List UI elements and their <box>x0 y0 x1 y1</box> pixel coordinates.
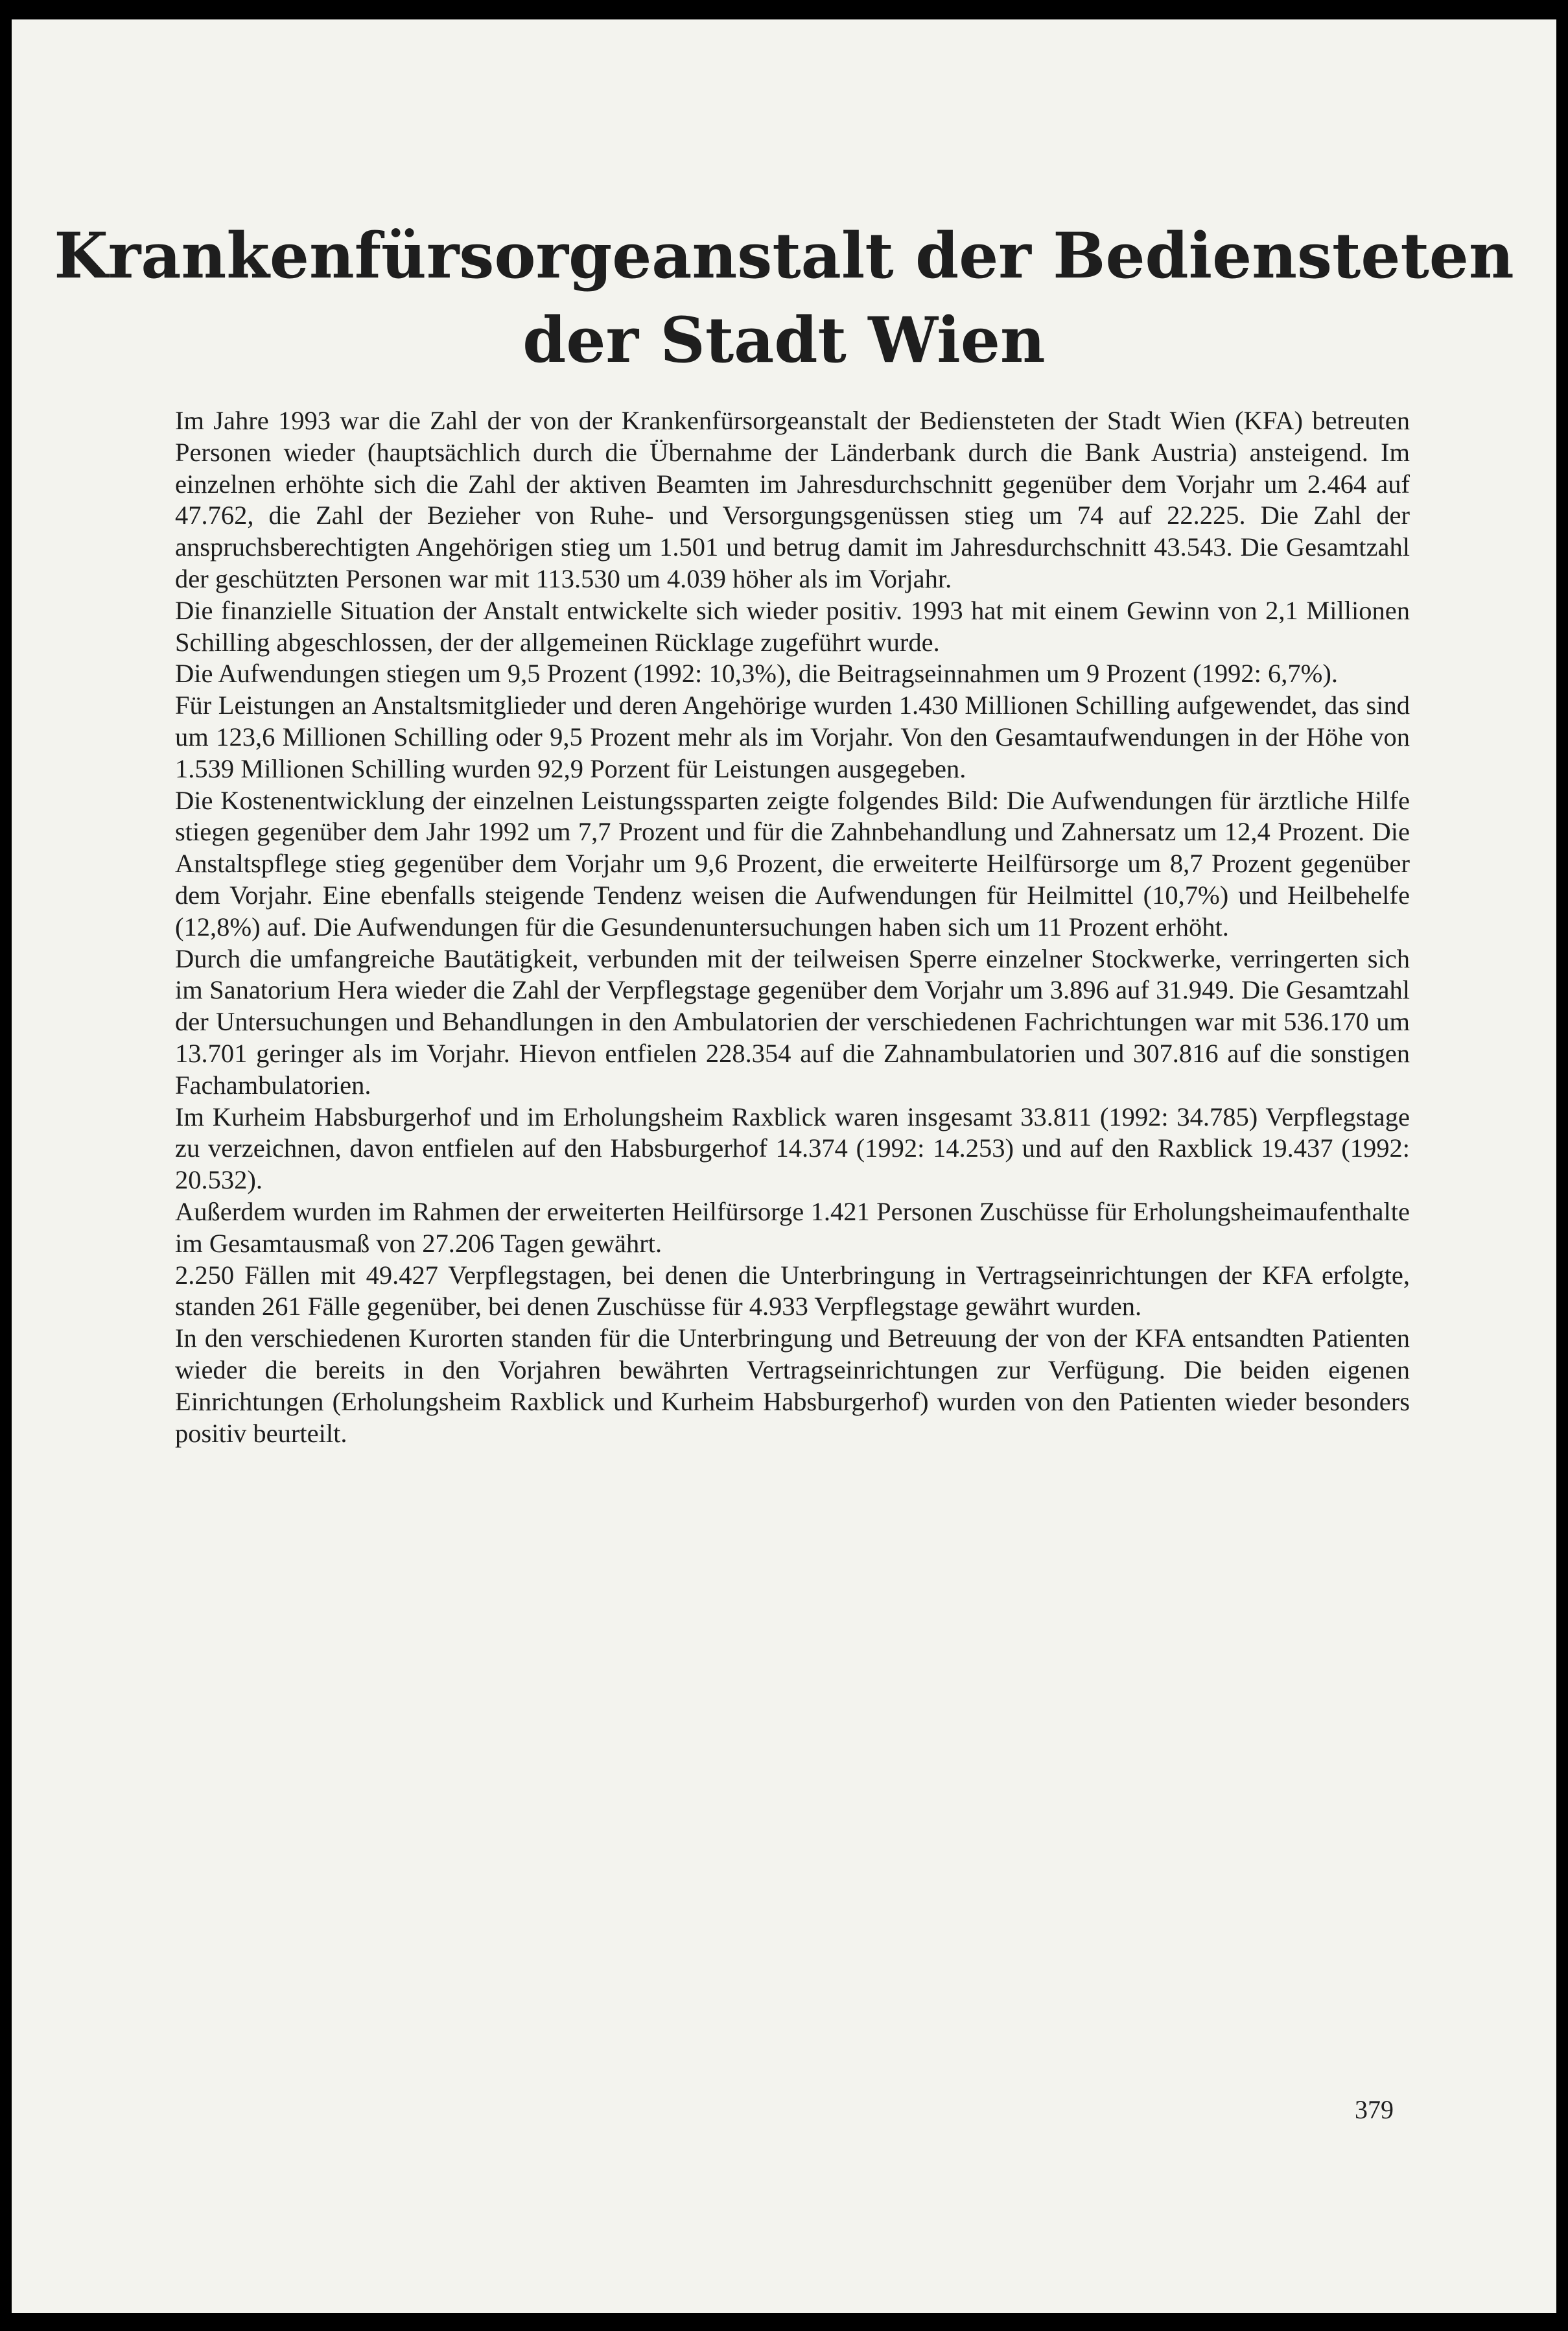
paragraph: Die finanzielle Situation der Anstalt entwickelte sich wieder positiv. 1993 hat mit einem Gewinn von 2,1 Millionen Schilling abgeschlossen, der der allgemeinen Rücklage zugeführt wurde. <box>175 595 1410 657</box>
paragraph: Im Jahre 1993 war die Zahl der von der Krankenfürsorgeanstalt der Bediensteten der Stadt Wien (KFA) betreuten Personen wieder (hauptsächlich durch die Übernahme der Länderbank durch die Bank Austria) ansteigend. Im einzelnen erhöhte sich die Zahl der aktiven Beamten im Jahresdurchschnitt gegenüber dem Vorjahr um 2.464 auf 47.762, die Zahl der Bezieher von Ruhe- und Versorgungsgenüssen stieg um 74 auf 22.225. Die Zahl der anspruchsberechtigten Angehörigen stieg um 1.501 und betrug damit im Jahresdurchschnitt 43.543. Die Gesamtzahl der geschützten Personen war mit 113.530 um 4.039 höher als im Vorjahr. <box>175 406 1410 593</box>
page-title <box>12 214 1556 383</box>
page-number: 379 <box>1355 2095 1394 2124</box>
paragraph: 2.250 Fällen mit 49.427 Verpflegstagen, bei denen die Unterbringung in Vertragseinrichtungen der KFA erfolgte, standen 261 Fälle gegenüber, bei denen Zuschüsse für 4.933 Verpflegstage gewährt wurden. <box>175 1260 1410 1321</box>
title-line-2: der Stadt Wien <box>522 303 1046 377</box>
paragraph: In den verschiedenen Kurorten standen für die Unterbringung und Betreuung der von der KFA entsandten Patienten wieder die bereits in den Vorjahren bewährten Vertragseinrichtungen zur Verfügung. Die beiden eigenen Einrichtungen (Erholungsheim Raxblick und Kurheim Habsburgerhof) wurden von den Patienten wieder besonders positiv beurteilt. <box>175 1323 1410 1448</box>
paragraph: Für Leistungen an Anstaltsmitglieder und deren Angehörige wurden 1.430 Millionen Schilling aufgewendet, das sind um 123,6 Millionen Schilling oder 9,5 Prozent mehr als im Vorjahr. Von den Gesamtaufwendungen in der Höhe von 1.539 Millionen Schilling wurden 92,9 Porzent für Leistungen ausgegeben. <box>175 691 1410 783</box>
paragraph: Die Aufwendungen stiegen um 9,5 Prozent (1992: 10,3%), die Beitragseinnahmen um 9 Prozent (1992: 6,7%). <box>175 659 1339 689</box>
title-line-1: Krankenfürsorgeanstalt der Bediensteten <box>54 219 1514 292</box>
paragraph: Die Kostenentwicklung der einzelnen Leistungssparten zeigte folgendes Bild: Die Aufwendungen für ärztliche Hilfe stiegen gegenüber dem Jahr 1992 um 7,7 Prozent und für die Zahnbehandlung und Zahnersatz um 12,4 Prozent. Die Anstaltspflege stieg gegenüber dem Vorjahr um 9,6 Prozent, die erweiterte Heilfürsorge um 8,7 Prozent gegenüber dem Vorjahr. Eine ebenfalls steigende Tendenz weisen die Aufwendungen für Heilmittel (10,7%) und Heilbehelfe (12,8%) auf. Die Aufwendungen für die Gesundenuntersuchungen haben sich um 11 Prozent erhöht. <box>175 785 1410 941</box>
paragraph: Außerdem wurden im Rahmen der erweiterten Heilfürsorge 1.421 Personen Zuschüsse für Erholungsheimaufenthalte im Gesamtausmaß von 27.206 Tagen gewährt. <box>175 1196 1410 1258</box>
body-text <box>175 405 1410 1449</box>
paragraph: Durch die umfangreiche Bautätigkeit, verbunden mit der teilweisen Sperre einzelner Stockwerke, verringerten sich im Sanatorium Hera wieder die Zahl der Verpflegstage gegenüber dem Vorjahr um 3.896 auf 31.949. Die Gesamtzahl der Untersuchungen und Behandlungen in den Ambulatorien der verschiedenen Fachrichtungen war mit 536.170 um 13.701 geringer als im Vorjahr. Hievon entfielen 228.354 auf die Zahnambulatorien und 307.816 auf die sonstigen Fachambulatorien. <box>175 943 1410 1100</box>
document-page <box>12 19 1556 2313</box>
paragraph: Im Kurheim Habsburgerhof und im Erholungsheim Raxblick waren insgesamt 33.811 (1992: 34.785) Verpflegstage zu verzeichnen, davon entfielen auf den Habsburgerhof 14.374 (1992: 14.253) und auf den Raxblick 19.437 (1992: 20.532). <box>175 1102 1410 1195</box>
